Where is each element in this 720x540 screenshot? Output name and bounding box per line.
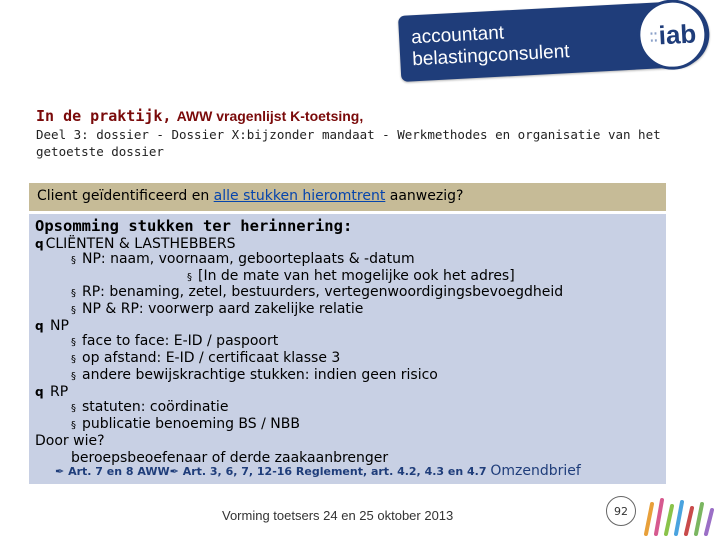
- list-item: [35, 302, 666, 319]
- ref-reglement: Art. 3, 6, 7, 12-16 Reglement, art. 4.2, 4.3 en 4.7: [182, 465, 487, 478]
- logo-badge: [636, 0, 710, 71]
- decorative-stripes-icon: [640, 496, 716, 536]
- section-title: RP: [50, 384, 69, 401]
- hand-icon: ✒: [169, 465, 179, 478]
- list-item-text: andere bewijskrachtige stukken: indien geen risico: [82, 366, 438, 383]
- list-item-text: face to face: E-ID / paspoort: [82, 333, 279, 350]
- list-item-text: NP & RP: voorwerp aard zakelijke relatie: [82, 300, 364, 317]
- question-text-before: Client geïdentificeerd en: [37, 188, 214, 204]
- section-title: CLIËNTEN & LASTHEBBERS: [45, 236, 236, 252]
- list-item-text: RP: benaming, zetel, bestuurders, vertegenwoordigingsbevoegdheid: [82, 284, 564, 301]
- list-item: [35, 285, 666, 302]
- content-panel: [29, 214, 666, 484]
- list-item: [35, 351, 666, 368]
- logo-dots-icon: ::: [647, 25, 658, 47]
- list-item: [35, 400, 666, 417]
- footer-text: Vorming toetsers 24 en 25 oktober 2013: [222, 508, 454, 523]
- legal-references: [55, 464, 581, 480]
- list-item-text: NP: naam, voornaam, geboorteplaats & -datum: [82, 251, 415, 267]
- iab-logo: [398, 0, 711, 82]
- checkbox-icon: q: [35, 319, 44, 334]
- logo-mark: iab: [657, 17, 697, 50]
- list-item-text: op afstand: E-ID / certificaat klasse 3: [82, 349, 341, 366]
- logo-text: [411, 19, 570, 71]
- list-item: [35, 368, 666, 385]
- section-clienten: [35, 236, 666, 252]
- question-text-after: aanwezig?: [385, 188, 464, 204]
- bullet-icon: §: [71, 419, 76, 431]
- list-item: [35, 334, 666, 351]
- question-link[interactable]: alle stukken hieromtrent: [213, 188, 386, 204]
- section-rp: [35, 384, 666, 400]
- slide-title: [36, 106, 363, 125]
- list-item: [35, 252, 666, 269]
- page-number: 92: [606, 496, 636, 526]
- ref-aww: Art. 7 en 8 AWW: [68, 465, 170, 478]
- section-title: NP: [50, 318, 69, 335]
- list-item: [35, 417, 666, 434]
- bullet-icon: §: [71, 288, 76, 300]
- bullet-icon: §: [71, 255, 76, 266]
- bullet-icon: §: [71, 403, 76, 415]
- section-np: [35, 318, 666, 334]
- door-wie-label: Door wie?: [35, 433, 105, 450]
- title-main: In de praktijk,: [36, 107, 172, 125]
- title-sub: AWW vragenlijst K-toetsing,: [176, 108, 364, 124]
- bullet-icon: §: [187, 271, 192, 283]
- bullet-icon: §: [71, 304, 76, 316]
- list-item-text: statuten: coördinatie: [82, 399, 229, 416]
- slide-subtitle: Deel 3: dossier - Dossier X:bijzonder mandaat - Werkmethodes en organisatie van het getoetste dossier: [36, 127, 661, 159]
- question-bar: [29, 183, 666, 211]
- ref-omzendbrief: Omzendbrief: [490, 463, 581, 479]
- door-wie-text: beroepsbeoefenaar of derde zaakaanbrenger: [71, 450, 389, 467]
- logo-line-belastingconsulent: belastingconsulent: [411, 41, 571, 71]
- checkbox-icon: q: [35, 385, 44, 400]
- list-item-text: [In de mate van het mogelijke ook het adres]: [198, 267, 515, 284]
- bullet-icon: §: [71, 337, 76, 349]
- checkbox-icon: q: [35, 237, 44, 251]
- list-item: [35, 269, 666, 286]
- logo-line-accountant: accountant: [410, 22, 505, 49]
- hand-icon: ✒: [55, 465, 65, 478]
- bullet-icon: §: [71, 353, 76, 365]
- list-item-text: publicatie benoeming BS / NBB: [82, 415, 300, 432]
- content-heading: Opsomming stukken ter herinnering:: [35, 217, 353, 235]
- bullet-icon: §: [71, 370, 76, 382]
